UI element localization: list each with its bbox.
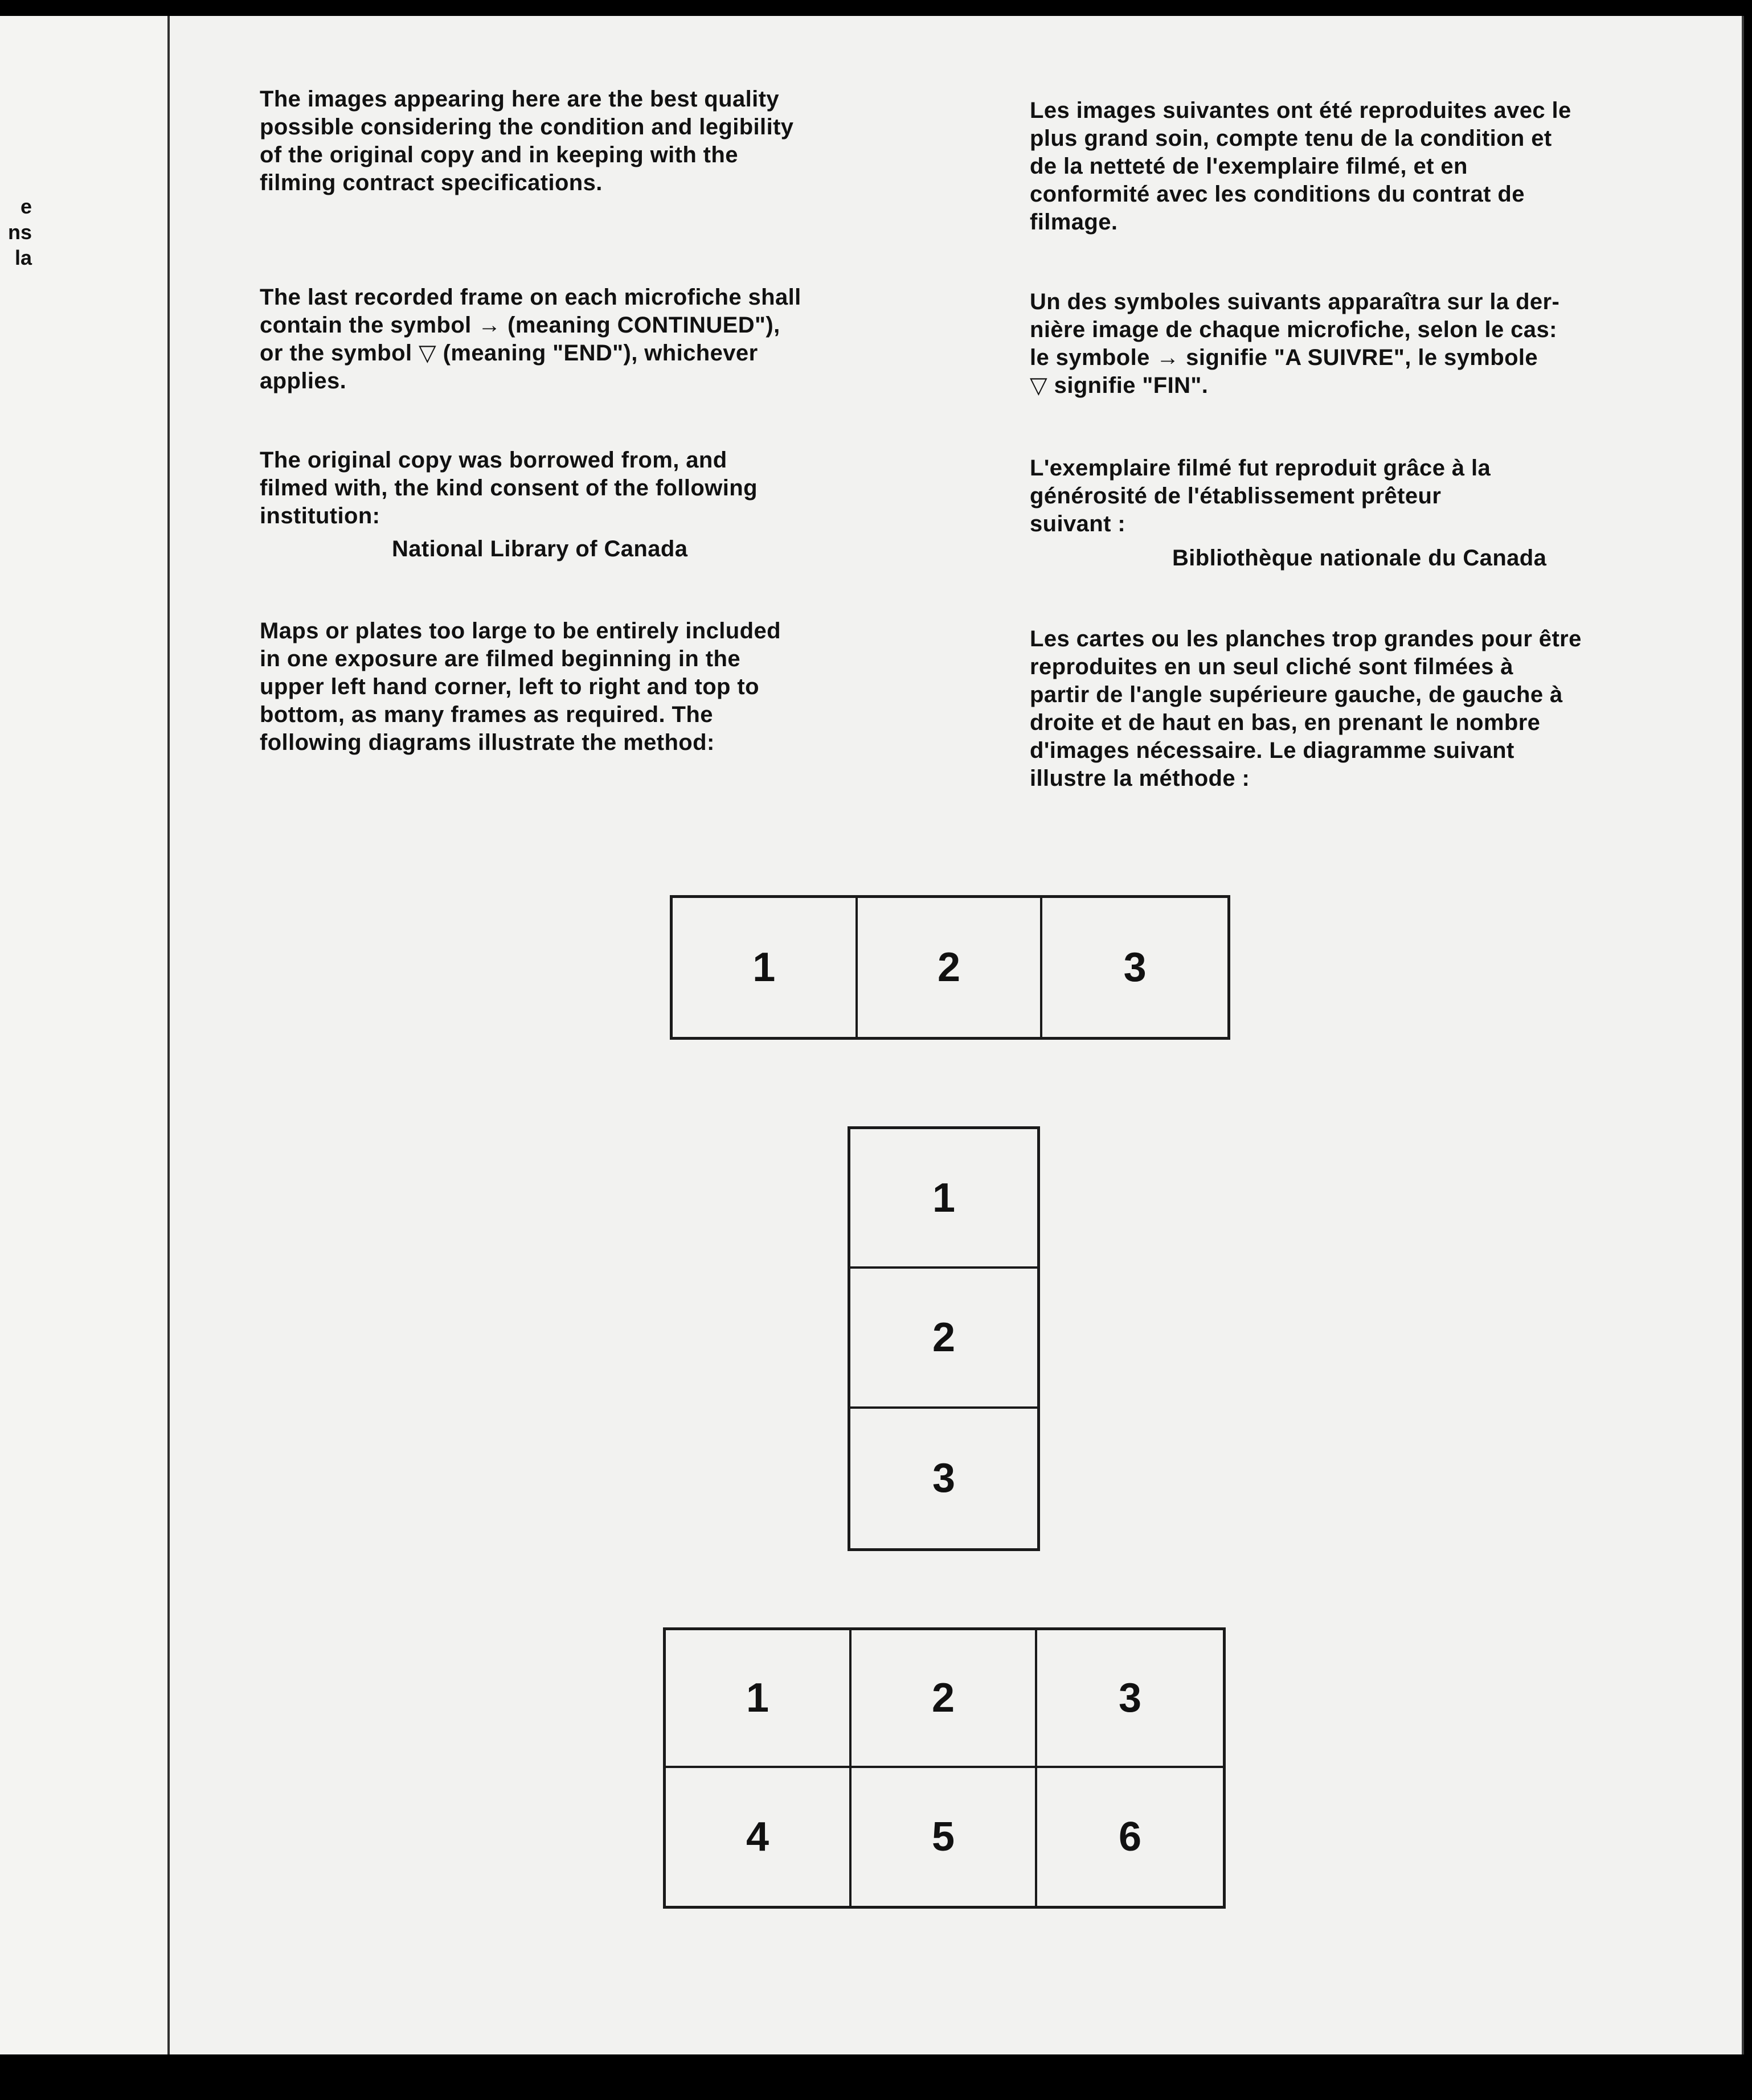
frame-cell: 1 [666, 1630, 852, 1768]
fragment-line: ns [7, 220, 32, 244]
frame-cell: 3 [1123, 945, 1147, 990]
frame-cell: 2 [852, 1630, 1037, 1768]
previous-page-strip [0, 16, 169, 2054]
english-paragraph-quality: The images appearing here are the best quality possible considering the condition and legibility of the original copy and in keeping with the filming contract specifications. [260, 87, 794, 195]
frame-cell: 6 [1118, 1814, 1142, 1860]
frame-cell: 3 [1037, 1630, 1223, 1768]
frame-cell: 2 [850, 1269, 1037, 1408]
english-institution-name: National Library of Canada [392, 536, 688, 561]
frame-cell: 1 [673, 898, 858, 1037]
previous-page-text-fragment [5, 194, 32, 270]
fragment-line: e [20, 195, 32, 218]
page-divider-line [167, 16, 170, 2054]
diagram-matrix-frames [663, 1627, 1226, 1909]
frame-cell: 5 [852, 1768, 1037, 1906]
french-paragraph-borrowed: L'exemplaire filmé fut reproduit grâce à la générosité de l'établissement prêteur suivant : [1030, 456, 1491, 536]
page-edge-line [1742, 16, 1744, 2054]
french-paragraph-maps: Les cartes ou les planches trop grandes pour être reproduites en un seul cliché sont filmées à partir de l'angle supérieure gauche, de gauche à droite et de haut en bas, en prenant le nombre d'images nécessaire. Le diagramme suivant illustre la méthode : [1030, 626, 1582, 791]
french-institution-name: Bibliothèque nationale du Canada [1172, 545, 1547, 571]
frame-cell: 2 [858, 898, 1043, 1037]
english-paragraph-symbols: The last recorded frame on each microfiche shall contain the symbol → (meaning CONTINUED"), or the symbol ▽ (meaning "END"), whichever applies. [260, 285, 801, 393]
english-paragraph-maps: Maps or plates too large to be entirely included in one exposure are filmed beginning in the upper left hand corner, left to right and top to bottom, as many frames as required. The following diagrams illustrate the method: [260, 618, 781, 755]
frame-cell: 3 [932, 1455, 956, 1502]
frame-cell: 4 [666, 1768, 852, 1906]
french-paragraph-quality: Les images suivantes ont été reproduites avec le plus grand soin, compte tenu de la condition et de la netteté de l'exemplaire filmé, et en conformité avec les conditions du contrat de filmage. [1030, 98, 1571, 235]
fragment-line: la [14, 246, 32, 269]
frame-cell: 1 [850, 1129, 1037, 1269]
english-paragraph-borrowed: The original copy was borrowed from, and filmed with, the kind consent of the following institution: [260, 448, 758, 528]
diagram-vertical-frames [848, 1126, 1040, 1551]
french-paragraph-symbols: Un des symboles suivants apparaîtra sur la der- nière image de chaque microfiche, selon le cas: le symbole → signifie "A SUIVRE", le symbole ▽ signifie "FIN". [1030, 289, 1560, 398]
diagram-horizontal-frames [670, 895, 1230, 1040]
